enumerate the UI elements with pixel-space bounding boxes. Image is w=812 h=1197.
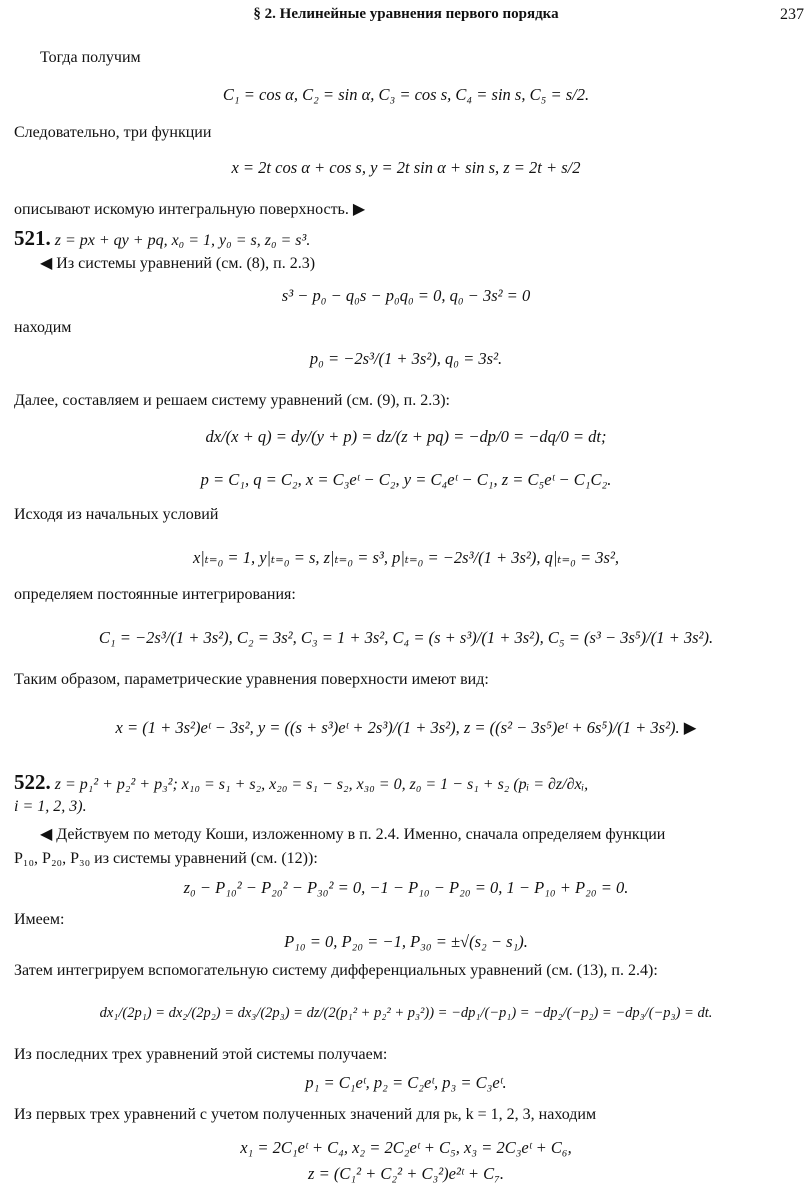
formula-line: p = C₁, q = C₂, x = C₃eᵗ − C₂, y = C₄eᵗ − C₁, z = C₅eᵗ − C₁C₂.: [200, 470, 612, 489]
problem-521: [14, 226, 804, 253]
formula-line: x₁ = 2C₁eᵗ + C₄, x₂ = 2C₂eᵗ + C₅, x₃ = 2C₃eᵗ + C₆,: [240, 1138, 572, 1157]
text-line: находим: [14, 319, 72, 336]
text-line: Затем интегрируем вспомогательную систему дифференциальных уравнений (см. (13), п. 2.4):: [14, 962, 658, 979]
running-header: [0, 6, 812, 32]
text-line: ◀ Действуем по методу Коши, изложенному в п. 2.4. Именно, сначала определяем функции: [40, 826, 666, 843]
text-line: Из первых трех уравнений с учетом полученных значений для pₖ, k = 1, 2, 3, находим: [14, 1106, 597, 1123]
formula-line: P₁₀ = 0, P₂₀ = −1, P₃₀ = ±√(s₂ − s₁).: [284, 932, 528, 951]
formula-line: C₁ = cos α, C₂ = sin α, C₃ = cos s, C₄ = sin s, C₅ = s/2.: [222, 85, 590, 104]
text-line: описывают искомую интегральную поверхность. ▶: [14, 201, 366, 218]
text-line: Тогда получим: [40, 49, 141, 66]
text-line: ◀ Из системы уравнений (см. (8), п. 2.3): [40, 255, 316, 272]
problem-number: 521.: [14, 226, 51, 250]
problem-statement: z = p₁² + p₂² + p₃²; x₁₀ = s₁ + s₂, x₂₀ = s₁ − s₂, x₃₀ = 0, z₀ = 1 − s₁ + s₂ (pᵢ = ∂z/∂xᵢ,: [54, 776, 589, 793]
text-line: i = 1, 2, 3).: [14, 798, 87, 815]
formula-line: dx₁/(2p₁) = dx₂/(2p₂) = dx₃/(2p₃) = dz/(2(p₁² + p₂² + p₃²)) = −dp₁/(−p₁) = −dp₂/(−p₂) = −dp₃/(−p₃) = dt.: [99, 1005, 713, 1021]
problem-statement: z = px + qy + pq, x₀ = 1, y₀ = s, z₀ = s³.: [54, 232, 311, 249]
text-line: Имеем:: [14, 911, 65, 928]
section-title: § 2. Нелинейные уравнения первого порядка: [253, 6, 559, 22]
formula-line: C₁ = −2s³/(1 + 3s²), C₂ = 3s², C₃ = 1 + 3s², C₄ = (s + s³)/(1 + 3s²), C₅ = (s³ − 3s⁵)/(1 + 3s²).: [98, 628, 714, 647]
formula-line: z = (C₁² + C₂² + C₃²)e²ᵗ + C₇.: [308, 1164, 504, 1183]
formula-line: p₀ = −2s³/(1 + 3s²), q₀ = 3s².: [309, 349, 503, 368]
text-line: определяем постоянные интегрирования:: [14, 586, 296, 603]
formula-line: z₀ − P₁₀² − P₂₀² − P₃₀² = 0, −1 − P₁₀ − P₂₀ = 0, 1 − P₁₀ + P₂₀ = 0.: [183, 878, 629, 897]
problem-522: [14, 770, 804, 797]
formula-line: s³ − p₀ − q₀s − p₀q₀ = 0, q₀ − 3s² = 0: [281, 286, 531, 305]
text-line: P₁₀, P₂₀, P₃₀ из системы уравнений (см. (12)):: [14, 850, 318, 867]
formula-line: x = 2t cos α + cos s, y = 2t sin α + sin s, z = 2t + s/2: [231, 158, 581, 177]
formula-line: p₁ = C₁eᵗ, p₂ = C₂eᵗ, p₃ = C₃eᵗ.: [305, 1073, 507, 1092]
text-line: Далее, составляем и решаем систему уравнений (см. (9), п. 2.3):: [14, 392, 450, 409]
page-number: 237: [780, 6, 804, 23]
text-line: Следовательно, три функции: [14, 124, 212, 141]
text-line: Таким образом, параметрические уравнения поверхности имеют вид:: [14, 671, 489, 688]
formula-line: x|ₜ₌₀ = 1, y|ₜ₌₀ = s, z|ₜ₌₀ = s³, p|ₜ₌₀ = −2s³/(1 + 3s²), q|ₜ₌₀ = 3s²,: [192, 548, 620, 567]
formula-line: dx/(x + q) = dy/(y + p) = dz/(z + pq) = −dp/0 = −dq/0 = dt;: [205, 427, 607, 446]
text-line: Исходя из начальных условий: [14, 506, 219, 523]
problem-number: 522.: [14, 770, 51, 794]
text-line: Из последних трех уравнений этой системы получаем:: [14, 1046, 388, 1063]
formula-line: x = (1 + 3s²)eᵗ − 3s², y = ((s + s³)eᵗ + 2s³)/(1 + 3s²), z = ((s² − 3s⁵)eᵗ + 6s⁵)/(1 + 3s²). ▶: [115, 718, 697, 737]
